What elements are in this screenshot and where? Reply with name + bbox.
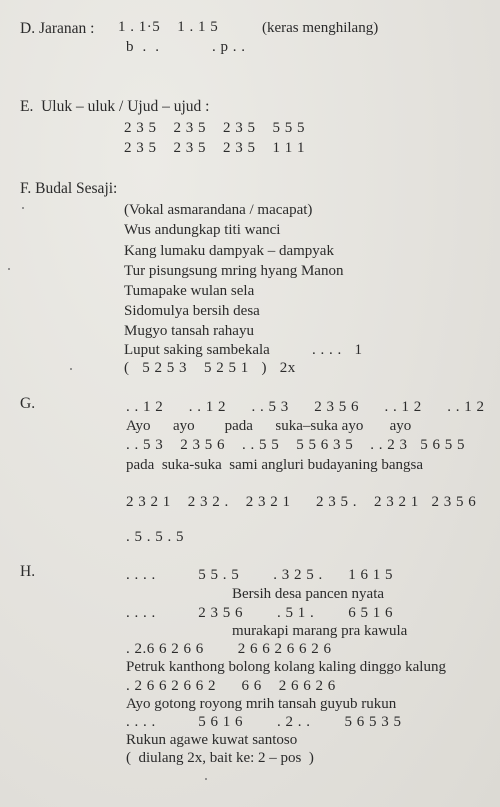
section-f-line: Mugyo tansah rahayu <box>124 323 254 339</box>
section-e-label: E. Uluk – uluk / Ujud – ujud : <box>20 98 210 115</box>
section-g-notation-2: . . 5 3 2 3 5 6 . . 5 5 5 5 6 3 5 . . 2 3 5 6 5 5 <box>126 437 465 453</box>
section-e-row-2: 2 3 5 2 3 5 2 3 5 1 1 1 <box>124 140 305 156</box>
section-h-lyric-5: Rukun agawe kuwat santoso <box>126 732 298 748</box>
section-g-notation-4: . 5 . 5 . 5 <box>126 529 184 545</box>
section-d-note: (keras menghilang) <box>262 20 379 36</box>
paper-speck <box>70 368 72 370</box>
section-f-line: Luput saking sambekala <box>124 342 270 358</box>
section-d-notation: 1 . 1·5 1 . 1 5 <box>118 19 219 35</box>
section-h-notation-4: . 2 6 6 2 6 6 2 6 6 2 6 6 2 6 <box>126 678 336 694</box>
section-f-line: Kang lumaku dampyak – dampyak <box>124 243 334 259</box>
section-h-lyric-3: Petruk kanthong bolong kolang kaling dinggo kalung <box>126 659 446 675</box>
section-e-row-1: 2 3 5 2 3 5 2 3 5 5 5 5 <box>124 120 305 136</box>
section-g-lyric-2: pada suka-suka sami angluri budayaning bangsa <box>126 457 424 473</box>
section-g-notation-3: 2 3 2 1 2 3 2 . 2 3 2 1 2 3 5 . 2 3 2 1 2 3 5 6 <box>126 494 477 510</box>
section-g-label: G. <box>20 395 36 412</box>
section-h-notation-5: . . . . 5 6 1 6 . 2 . . 5 6 5 3 5 <box>126 714 402 730</box>
section-f-line: (Vokal asmarandana / macapat) <box>124 202 313 218</box>
section-f-line: Wus andungkap titi wanci <box>124 222 281 238</box>
section-g-notation-1: . . 1 2 . . 1 2 . . 5 3 2 3 5 6 . . 1 2 . . 1 2 <box>126 399 485 415</box>
section-h-lyric-4: Ayo gotong royong mrih tansah guyub rukun <box>126 696 397 712</box>
paper-speck <box>22 207 24 209</box>
section-h-lyric-2: murakapi marang pra kawula <box>232 623 408 639</box>
section-f-line: Sidomulya bersih desa <box>124 303 260 319</box>
section-d-label: D. Jaranan : <box>20 20 95 37</box>
section-h-label: H. <box>20 563 36 580</box>
paper-speck <box>205 778 207 780</box>
section-h-closing: ( diulang 2x, bait ke: 2 – pos ) <box>126 750 314 766</box>
section-f-line: Tur pisungsung mring hyang Manon <box>124 263 344 279</box>
section-d-accent-2: . p . . <box>212 39 246 55</box>
section-f-line: Tumapake wulan sela <box>124 283 255 299</box>
section-g-lyric-1: Ayo ayo pada suka–suka ayo ayo <box>126 418 412 434</box>
section-f-ending: . . . . 1 <box>312 342 363 358</box>
section-f-label: F. Budal Sesaji: <box>20 180 118 197</box>
section-h-lyric-1: Bersih desa pancen nyata <box>232 586 385 602</box>
section-h-notation-1: . . . . 5 5 . 5 . 3 2 5 . 1 6 1 5 <box>126 567 393 583</box>
section-d-accent-1: b . . <box>126 39 160 55</box>
section-f-repeat: ( 5 2 5 3 5 2 5 1 ) 2x <box>124 360 296 376</box>
paper-speck <box>8 268 10 270</box>
section-h-notation-3: . 2.6 6 2 6 6 2 6 6 2 6 6 2 6 <box>126 641 332 657</box>
section-h-notation-2: . . . . 2 3 5 6 . 5 1 . 6 5 1 6 <box>126 605 393 621</box>
